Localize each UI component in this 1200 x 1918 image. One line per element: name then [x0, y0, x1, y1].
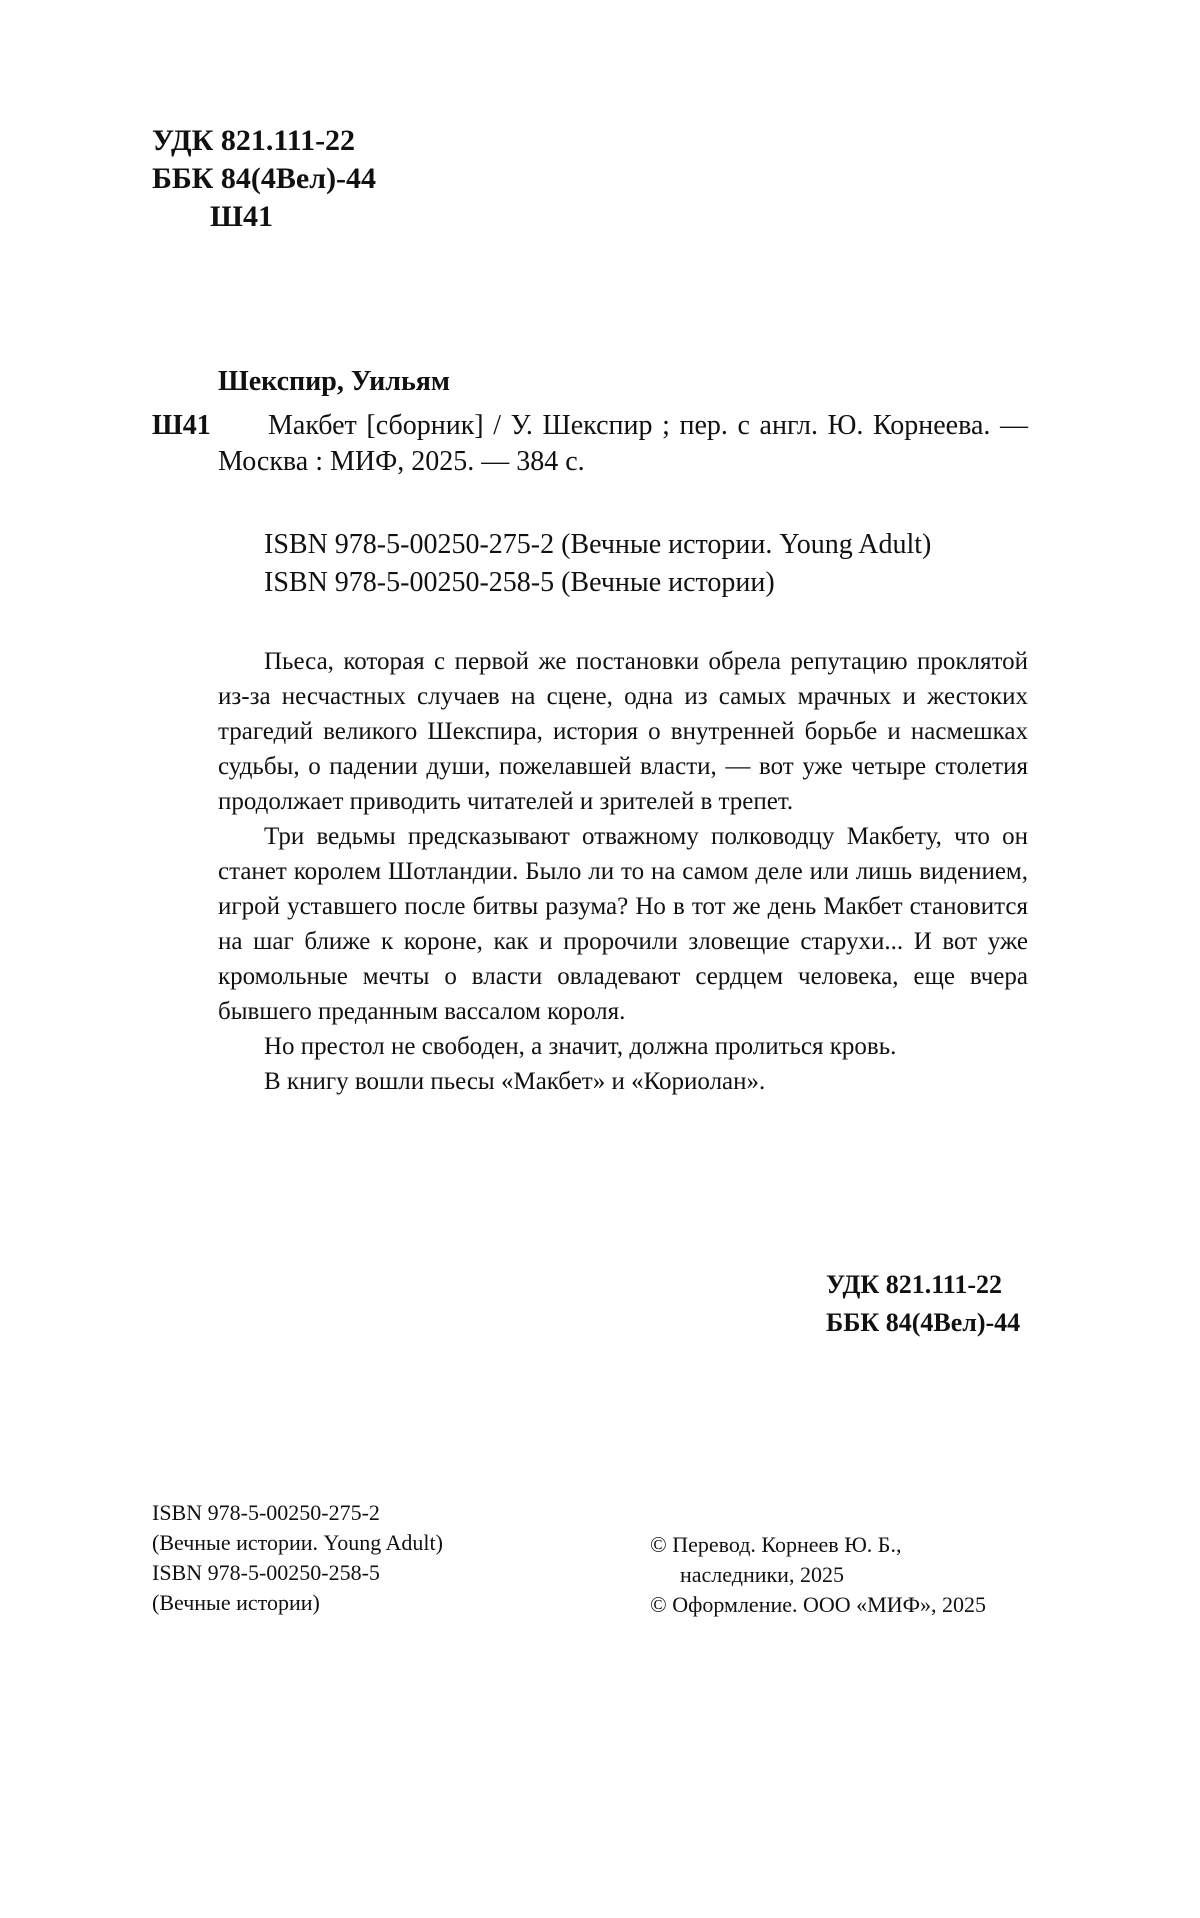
footer-isbn-2: ISBN 978-5-00250-258-5	[152, 1560, 380, 1585]
bibliographic-entry	[218, 408, 1028, 480]
annotation-paragraph-2: Три ведьмы предсказывают отважному полководцу Макбету, что он станет королем Шотландии. Было ли то на самом деле или лишь видением, игрой уставшего после битвы разума? Но в тот же день Макбет становится на шаг ближе к короне, как и пророчили зловещие старухи... И вот уже кромольные мечты о власти овладевают сердцем человека, еще вчера бывшего преданным вассалом короля.	[218, 823, 1028, 1025]
footer-udk-code: УДК 821.111-22	[826, 1270, 1002, 1299]
copyright-block	[650, 1530, 986, 1620]
isbn-line-2: ISBN 978-5-00250-258-5 (Вечные истории)	[264, 567, 775, 598]
footer-series-2: (Вечные истории)	[152, 1590, 320, 1615]
footer-classification-codes	[826, 1266, 1020, 1342]
isbn-list	[264, 526, 931, 602]
annotation-paragraph-1: Пьеса, которая с первой же постановки обрела репутацию проклятой из-за несчастных случаев на сцене, одна из самых мрачных и жестоких трагедий великого Шекспира, история о внутренней борьбе и насмешках судьбы, о падении души, пожелавшей власти, — вот уже четыре столетия продолжает приводить читателей и зрителей в трепет.	[218, 648, 1028, 815]
footer-isbn-block	[152, 1498, 443, 1618]
author-mark-code: Ш41	[210, 200, 273, 233]
header-classification-codes	[152, 122, 376, 236]
author-heading: Шекспир, Уильям	[218, 366, 450, 397]
footer-isbn-1: ISBN 978-5-00250-275-2	[152, 1500, 380, 1525]
annotation-paragraph-3: Но престол не свободен, а значит, должна пролиться кровь.	[264, 1033, 897, 1060]
isbn-line-1: ISBN 978-5-00250-275-2 (Вечные истории. Young Adult)	[264, 529, 932, 560]
bibliographic-entry-text: Макбет [сборник] / У. Шекспир ; пер. с англ. Ю. Корнеева. — Москва : МИФ, 2025. — 384 с.	[218, 410, 1028, 477]
footer-series-1: (Вечные истории. Young Adult)	[152, 1530, 443, 1555]
bbk-code: ББК 84(4Вел)-44	[152, 162, 377, 195]
footer-bbk-code: ББК 84(4Вел)-44	[826, 1308, 1021, 1337]
udk-code: УДК 821.111-22	[152, 124, 356, 157]
annotation-paragraph-4: В книгу вошли пьесы «Макбет» и «Кориолан».	[264, 1068, 766, 1095]
annotation	[218, 644, 1028, 1099]
copyright-translation: © Перевод. Корнеев Ю. Б.,	[650, 1532, 902, 1557]
author-mark: Ш41	[152, 410, 211, 441]
copyright-translation-heirs: наследники, 2025	[680, 1562, 844, 1587]
copyright-design: © Оформление. ООО «МИФ», 2025	[650, 1592, 986, 1617]
